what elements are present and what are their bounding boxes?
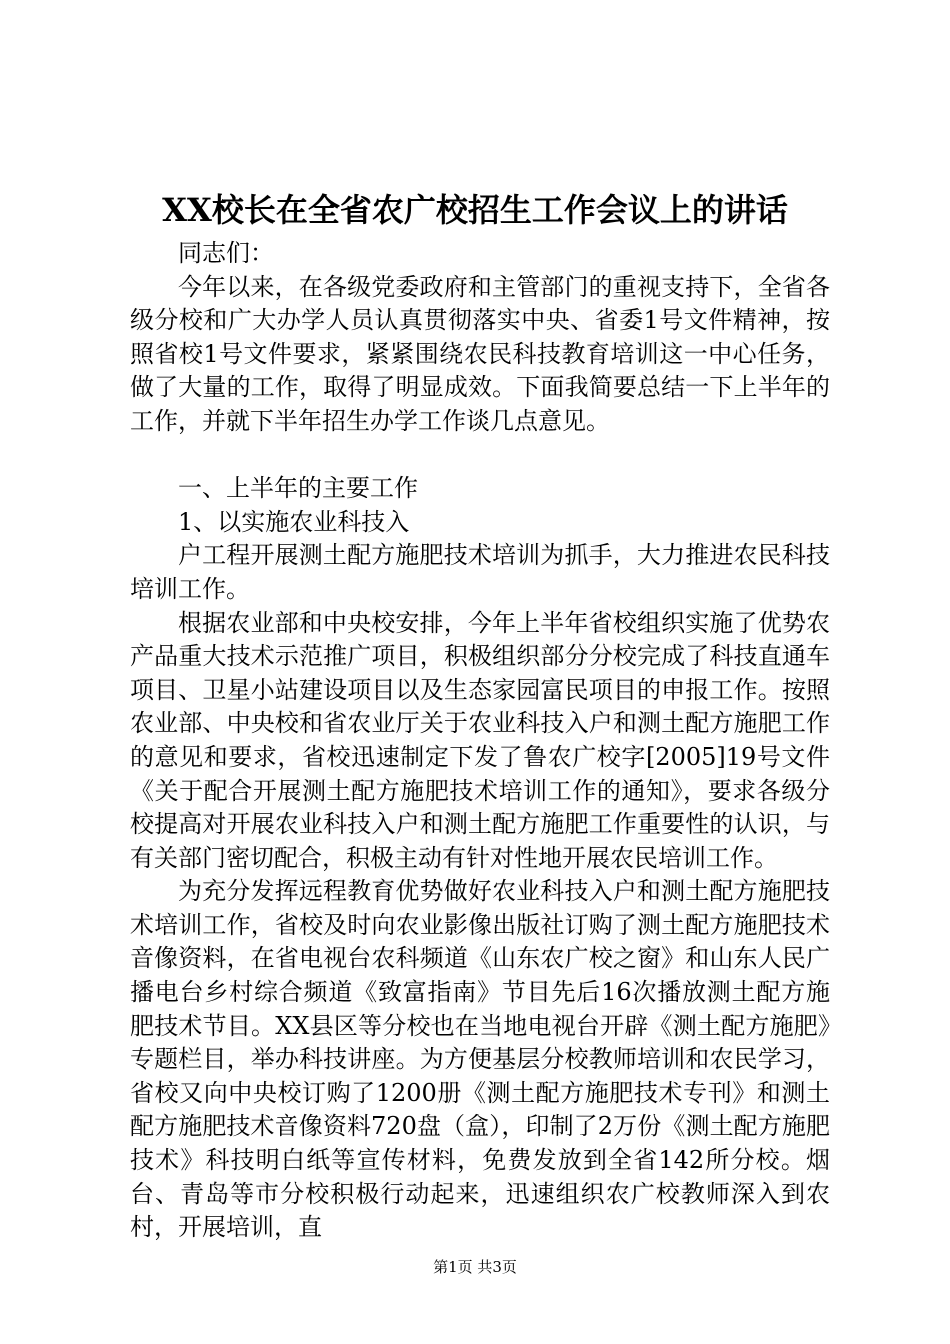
paragraph-body: 为充分发挥远程教育优势做好农业科技入户和测土配方施肥技术培训工作，省校及时向农业影像出版社订购了测土配方施肥技术音像资料，在省电视台农科频道《山东农广校之窗》和山东人民广播电台乡村综合频道《致富指南》节目先后16次播放测土配方施肥技术节目。XX县区等分校也在当地电视台开辟《测土配方施肥》专题栏目，举办科技讲座。为方便基层分校教师培训和农民学习，省校又向中央校订购了1200册《测土配方施肥技术专刊》和测土配方施肥技术音像资料720盘（盒），印制了2万份《测土配方施肥技术》科技明白纸等宣传材料，免费发放到全省142所分校。烟台、青岛等市分校积极行动起来，迅速组织农广校教师深入到农村，开展培训，直 (130, 877, 830, 1242)
salutation: 同志们： (178, 239, 274, 267)
paragraph-body: 根据农业部和中央校安排，今年上半年省校组织实施了优势农产品重大技术示范推广项目，积极组织部分分校完成了科技直通车项目、卫星小站建设项目以及生态家园富民项目的申报工作。按照农业部、中央校和省农业厅关于农业科技入户和测土配方施肥工作的意见和要求，省校迅速制定下发了鲁农广校字[2005]19号文件《关于配合开展测土配方施肥技术培训工作的通知》，要求各级分校提高对开展农业科技入户和测土配方施肥工作重要性的认识，与有关部门密切配合，积极主动有针对性地开展农民培训工作。 (130, 608, 830, 872)
paragraph-intro: 今年以来，在各级党委政府和主管部门的重视支持下，全省各级分校和广大办学人员认真贯彻落实中央、省委1号文件精神，按照省校1号文件要求，紧紧围绕农民科技教育培训这一中心任务，做了大量的工作，取得了明显成效。下面我简要总结一下上半年的工作，并就下半年招生办学工作谈几点意见。 (130, 272, 830, 435)
document-body (130, 237, 830, 1245)
document-title: XX校长在全省农广校招生工作会议上的讲话 (162, 191, 788, 229)
subsection-heading: 1、以实施农业科技入 (178, 507, 410, 536)
section-heading: 一、上半年的主要工作 (178, 474, 418, 503)
paragraph-continuation: 户工程开展测土配方施肥技术培训为抓手，大力推进农民科技培训工作。 (130, 541, 830, 603)
page-footer: 第1页 共3页 (433, 1258, 517, 1276)
paragraph-gap (130, 439, 830, 473)
